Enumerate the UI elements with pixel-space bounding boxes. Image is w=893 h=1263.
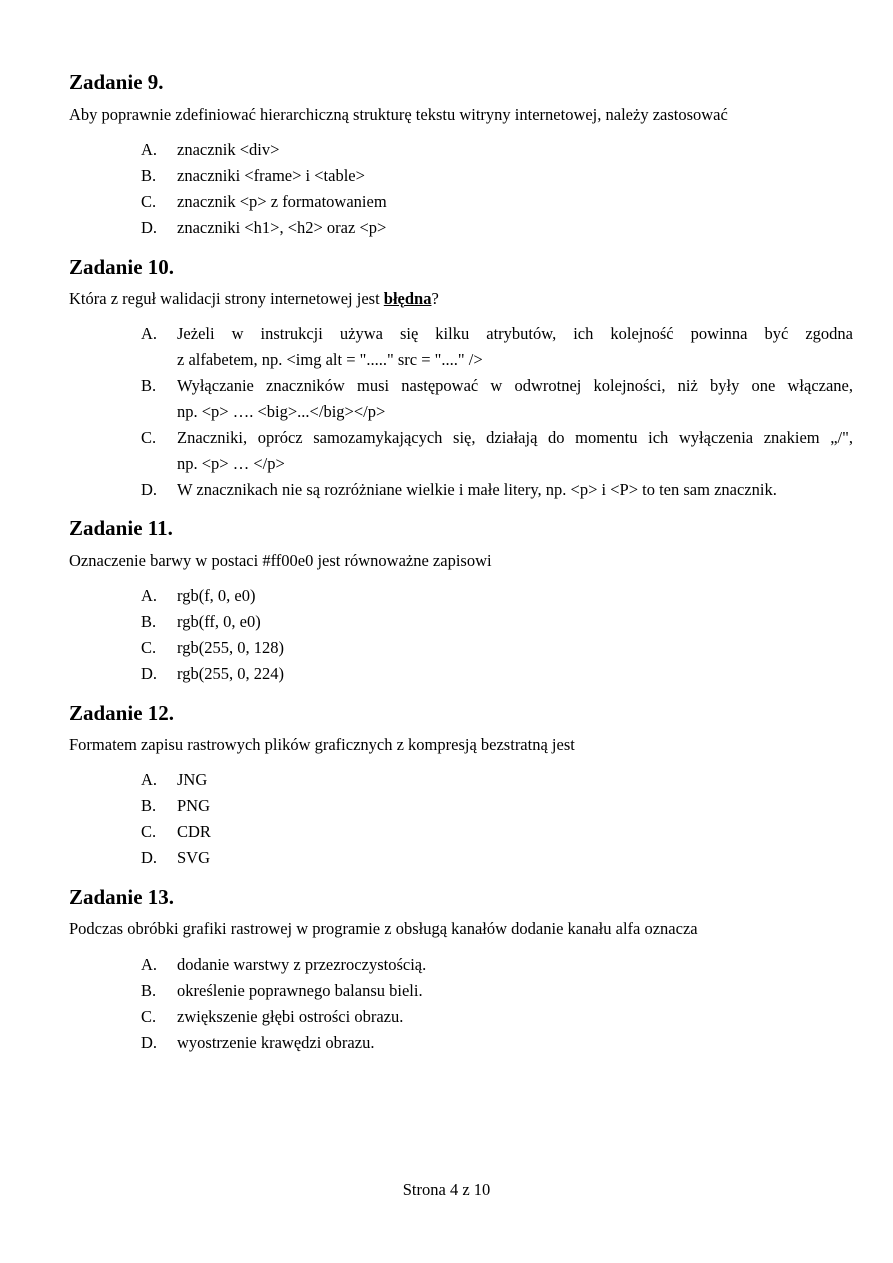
answer-text: zwiększenie głębi ostrości obrazu. (177, 1007, 404, 1026)
answer-text: określenie poprawnego balansu bieli. (177, 981, 423, 1000)
answer-text (177, 373, 853, 425)
answer-letter: A. (141, 955, 158, 974)
answer-text: wyostrzenie krawędzi obrazu. (177, 1033, 375, 1052)
answer-letter: B. (141, 796, 157, 815)
answer-letter: D. (141, 848, 158, 867)
answer-text: dodanie warstwy z przezroczystością. (177, 955, 427, 974)
answer-letter: A. (141, 586, 158, 605)
answer-line-1: Wyłączanie znaczników musi następować w odwrotnej kolejności, niż były one włączane, (177, 376, 853, 395)
task-11-title: Zadanie 11. (69, 516, 173, 540)
answer-letter: C. (141, 1007, 157, 1026)
answer-line-2: z alfabetem, np. <img alt = "....." src = "...." /> (177, 350, 483, 369)
answer-letter: C. (141, 638, 157, 657)
task-10-question (69, 289, 849, 309)
task-9-title: Zadanie 9. (69, 70, 164, 94)
question-text: Która z reguł walidacji strony internetowej jest (69, 289, 384, 308)
answer-text: W znacznikach nie są rozróżniane wielkie i małe litery, np. <p> i <P> to ten sam znacznik. (177, 480, 777, 499)
answer-letter: D. (141, 664, 158, 683)
answer-text: JNG (177, 770, 208, 789)
answer-letter: A. (141, 324, 158, 343)
task-12-title: Zadanie 12. (69, 701, 175, 725)
answer-line-1: Znaczniki, oprócz samozamykających się, działają do momentu ich wyłączenia znakiem „/", (177, 428, 853, 447)
question-end: ? (431, 289, 439, 308)
answer-text: rgb(ff, 0, e0) (177, 612, 261, 631)
task-11-question: Oznaczenie barwy w postaci #ff00e0 jest równoważne zapisowi (69, 551, 492, 570)
answer-letter: D. (141, 218, 158, 237)
answer-text: znaczniki <frame> i <table> (177, 166, 365, 185)
answer-text (177, 425, 853, 477)
question-emphasis: błędna (383, 289, 432, 308)
answer-line-2: np. <p> …. <big>...</big></p> (177, 402, 386, 421)
answer-text: rgb(255, 0, 224) (177, 664, 284, 683)
answer-letter: B. (141, 981, 157, 1000)
answer-letter: C. (141, 428, 157, 447)
answer-text: znaczniki <h1>, <h2> oraz <p> (177, 218, 387, 237)
answer-letter: D. (141, 480, 158, 499)
answer-text (177, 321, 853, 373)
answer-text: rgb(f, 0, e0) (177, 586, 256, 605)
answer-text: znacznik <p> z formatowaniem (177, 192, 387, 211)
task-9-question: Aby poprawnie zdefiniować hierarchiczną strukturę tekstu witryny internetowej, należy zastosować (69, 105, 728, 124)
answer-line-1: Jeżeli w instrukcji używa się kilku atrybutów, ich kolejność powinna być zgodna (177, 324, 853, 343)
answer-letter: A. (141, 140, 158, 159)
answer-letter: D. (141, 1033, 158, 1052)
answer-letter: B. (141, 612, 157, 631)
answer-letter: A. (141, 770, 158, 789)
answer-letter: C. (141, 822, 157, 841)
task-12-question: Formatem zapisu rastrowych plików graficznych z kompresją bezstratną jest (69, 735, 575, 754)
task-13-title: Zadanie 13. (69, 885, 175, 909)
answer-text: rgb(255, 0, 128) (177, 638, 284, 657)
answer-text: SVG (177, 848, 211, 867)
answer-letter: C. (141, 192, 157, 211)
task-10-title: Zadanie 10. (69, 255, 175, 279)
task-13-question: Podczas obróbki grafiki rastrowej w programie z obsługą kanałów dodanie kanału alfa oznacza (69, 919, 698, 938)
answer-text: PNG (177, 796, 211, 815)
answer-line-2: np. <p> … </p> (177, 454, 285, 473)
answer-letter: B. (141, 376, 157, 395)
page-number: Strona 4 z 10 (402, 1180, 491, 1199)
answer-letter: B. (141, 166, 157, 185)
answer-text: znacznik <div> (177, 140, 280, 159)
answer-text: CDR (177, 822, 211, 841)
